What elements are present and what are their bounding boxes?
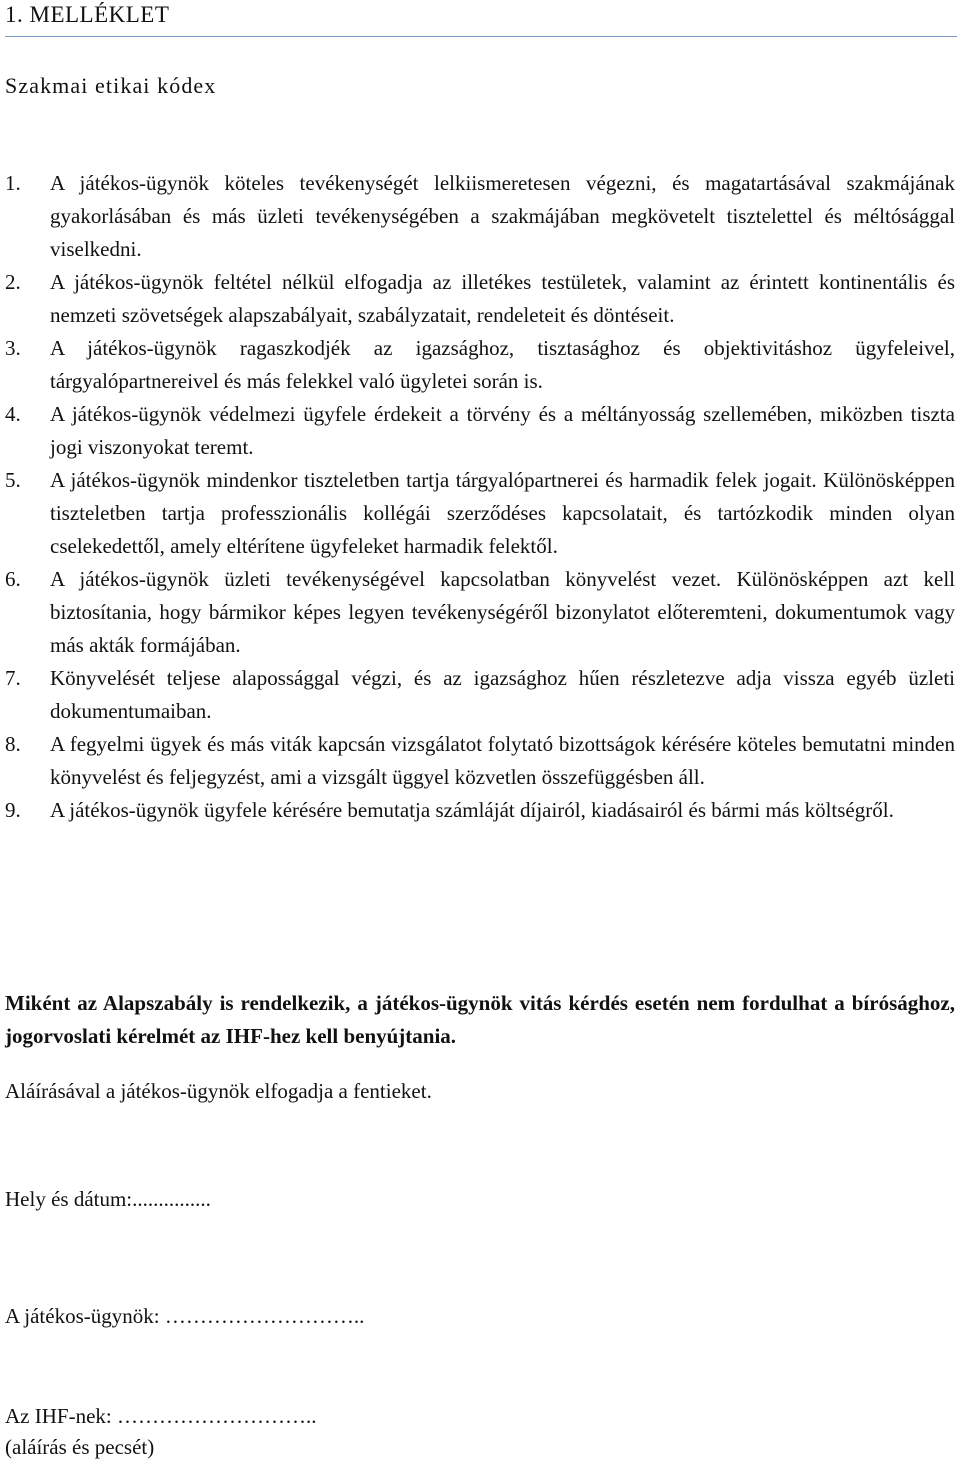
item-number: 9. [5, 798, 21, 822]
annex-heading: 1. MELLÉKLET [5, 0, 957, 37]
list-item [5, 332, 955, 398]
item-number: 5. [5, 468, 21, 492]
signature-stamp-note: (aláírás és pecsét) [5, 1435, 155, 1459]
ethics-rules-list [5, 167, 955, 827]
list-item [5, 464, 955, 563]
item-number: 3. [5, 336, 21, 360]
item-text: A fegyelmi ügyek és más viták kapcsán vizsgálatot folytató bizottságok kérésére köteles bemutatni minden könyvelést és feljegyzést, ami a vizsgált üggyel közvetlen összefüggésben áll. [50, 732, 955, 789]
agent-signature-line: A játékos-ügynök: ……………………….. [5, 1304, 365, 1328]
item-text: A játékos-ügynök védelmezi ügyfele érdekeit a törvény és a méltányosság szellemében, miközben tiszta jogi viszonyokat teremt. [50, 402, 955, 459]
item-text: A játékos-ügynök ragaszkodjék az igazsághoz, tisztasághoz és objektivitáshoz ügyfeleivel, tárgyalópartnereivel és más felekkel való ügyletei során is. [50, 336, 955, 393]
place-date-field: Hely és dátum:............... [5, 1187, 211, 1211]
item-text: A játékos-ügynök köteles tevékenységét lelkiismeretesen végezni, és magatartásával szakmájának gyakorlásában és más üzleti tevékenységében a szakmájában megkövetelt tisztelettel és méltósággal viselkedni. [50, 171, 955, 261]
dispute-resolution-paragraph: Miként az Alapszabály is rendelkezik, a játékos-ügynök vitás kérdés esetén nem fordulhat a bírósághoz, jogorvoslati kérelmét az IHF-hez kell benyújtania. [5, 991, 955, 1048]
ihf-signature-line: Az IHF-nek: ……………………….. [5, 1404, 317, 1428]
item-text: A játékos-ügynök üzleti tevékenységével kapcsolatban könyvelést vezet. Különösképpen azt kell biztosítania, hogy bármikor képes legyen tevékenységéről bizonylatot előteremteni, dokumentumok vagy más akták formájában. [50, 567, 955, 657]
list-item [5, 662, 955, 728]
item-number: 8. [5, 732, 21, 756]
list-item [5, 794, 955, 827]
item-number: 1. [5, 171, 21, 195]
item-number: 7. [5, 666, 21, 690]
document-subtitle: Szakmai etikai kódex [5, 73, 217, 98]
item-number: 2. [5, 270, 21, 294]
list-item [5, 167, 955, 266]
item-text: A játékos-ügynök feltétel nélkül elfogadja az illetékes testületek, valamint az érintett kontinentális és nemzeti szövetségek alapszabályait, szabályzatait, rendeleteit és döntéseit. [50, 270, 955, 327]
item-number: 6. [5, 567, 21, 591]
item-number: 4. [5, 402, 21, 426]
acceptance-statement: Aláírásával a játékos-ügynök elfogadja a fentieket. [5, 1079, 432, 1103]
item-text: Könyvelését teljese alapossággal végzi, és az igazsághoz hűen részletezve adja vissza egyéb üzleti dokumentumaiban. [50, 666, 955, 723]
list-item [5, 728, 955, 794]
item-text: A játékos-ügynök ügyfele kérésére bemutatja számláját díjairól, kiadásairól és bármi más költségről. [50, 798, 894, 822]
list-item [5, 563, 955, 662]
list-item [5, 266, 955, 332]
list-item [5, 398, 955, 464]
item-text: A játékos-ügynök mindenkor tiszteletben tartja tárgyalópartnerei és harmadik felek jogait. Különösképpen tiszteletben tartja professzionális kollégái szerződéses kapcsolatait, és tartózkodik minden olyan cselekedettől, amely eltérítene ügyfeleket harmadik felektől. [50, 468, 955, 558]
